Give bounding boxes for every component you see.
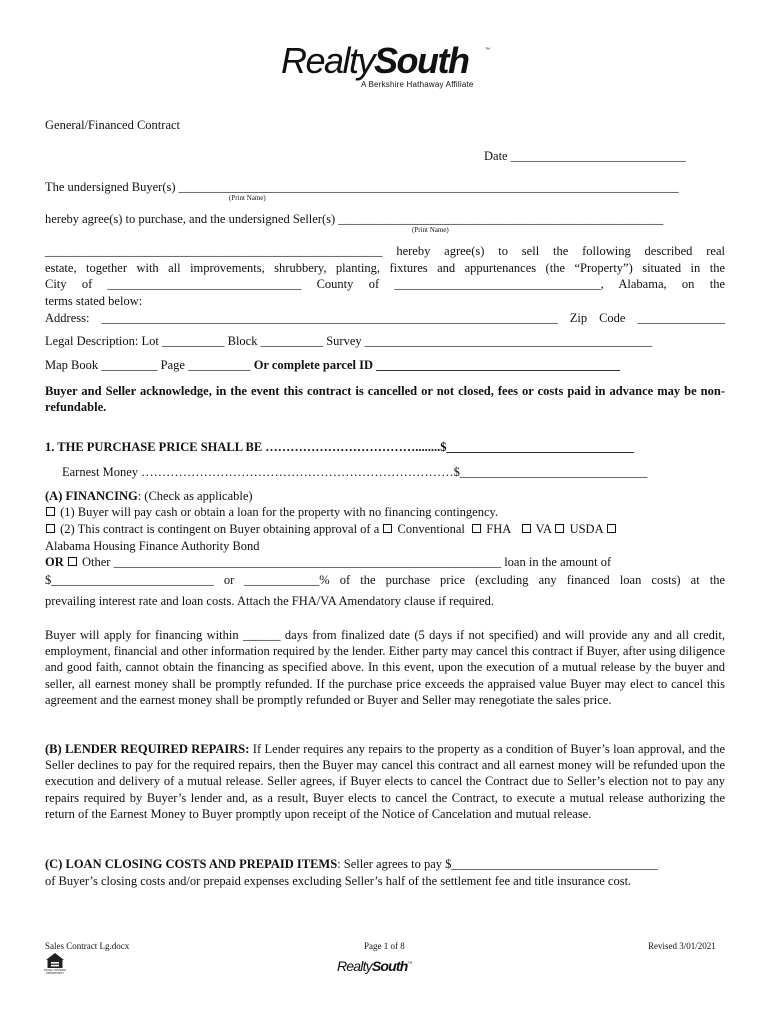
date-line: Date ____________________________ bbox=[484, 149, 686, 163]
logo-affiliate-text: A Berkshire Hathaway Affiliate bbox=[361, 80, 474, 89]
footer-logo-tm: ™ bbox=[407, 961, 412, 967]
checkbox-va[interactable] bbox=[522, 524, 531, 533]
property-city-county-line: City of _______________________________ County of _________________________________, Alabama, on the bbox=[45, 277, 725, 291]
footer-logo-south: South bbox=[371, 958, 408, 974]
logo-south-text: South bbox=[374, 40, 469, 81]
lender-repairs-text: If Lender requires any repairs to the property as a condition of Buyer’s loan approval, and the Seller declines to pay for the required repairs, then the Buyer may cancel this contract and all earnest money will be refunded upon the execution and delivery of a mutual release. Seller agrees, if Buyer elects to cancel the Contract due to Seller’s election not to pay any repairs required by Buyer’s lender and, as a result, Buyer elects to cancel the Contract, to execute a mutual release authorizing the return of the Earnest Money to Buyer promptly upon receipt of the Notice of Cancelation and mutual release. bbox=[45, 742, 726, 821]
interest-rate-line: prevailing interest rate and loan costs. Attach the FHA/VA Amendatory clause if required. bbox=[45, 594, 494, 608]
footer-revised-date: Revised 3/01/2021 bbox=[648, 941, 716, 951]
conventional-label: Conventional bbox=[397, 522, 465, 536]
address-line: Address: _________________________________________________________________________ Zip Code ______________ bbox=[45, 311, 725, 325]
financing-heading bbox=[45, 488, 253, 504]
closing-costs-heading: (C) LOAN CLOSING COSTS AND PREPAID ITEMS bbox=[45, 857, 338, 871]
lender-repairs-heading: (B) LENDER REQUIRED REPAIRS: bbox=[45, 742, 250, 756]
map-book-line bbox=[45, 357, 620, 373]
acknowledgement-text: Buyer and Seller acknowledge, in the event this contract is cancelled or not closed, fees or costs paid in advance may be non-refundable. bbox=[45, 384, 725, 415]
va-label: VA bbox=[535, 522, 552, 536]
seller-name-line: hereby agree(s) to purchase, and the undersigned Seller(s) ____________________________________________________ bbox=[45, 212, 664, 226]
legal-description-line: Legal Description: Lot __________ Block __________ Survey ______________________________________________ bbox=[45, 334, 653, 348]
other-loan-text: Other ______________________________________________________________ loan in the amount of bbox=[82, 555, 612, 569]
seller-print-name-caption: (Print Name) bbox=[412, 226, 449, 234]
checkbox-conventional[interactable] bbox=[383, 524, 392, 533]
realtysouth-logo bbox=[281, 42, 491, 92]
footer-filename: Sales Contract Lg.docx bbox=[45, 941, 130, 951]
buyer-name-line: The undersigned Buyer(s) ________________________________________________________________________________ bbox=[45, 180, 679, 194]
earnest-money-line: Earnest Money …………………………………………………………………$______________________________ bbox=[62, 465, 648, 479]
map-or: Or bbox=[253, 358, 269, 372]
usda-label: USDA bbox=[569, 522, 603, 536]
checkbox-other[interactable] bbox=[68, 557, 77, 566]
equal-housing-icon bbox=[44, 952, 66, 978]
financing-heading-label: (A) FINANCING bbox=[45, 489, 138, 503]
financing-other-line bbox=[45, 554, 725, 570]
purchase-price-line: 1. THE PURCHASE PRICE SHALL BE ………………………………........$______________________________ bbox=[45, 440, 635, 454]
checkbox-ahfa[interactable] bbox=[607, 524, 616, 533]
financing-heading-note: : (Check as applicable) bbox=[137, 489, 253, 503]
loan-amount-line: $__________________________ or ____________% of the purchase price (excluding any financed loan costs) at the bbox=[45, 573, 725, 587]
financing-option-2 bbox=[45, 521, 618, 537]
equal-housing-text: EQUAL HOUSING OPPORTUNITY bbox=[44, 969, 66, 975]
footer-page-number: Page 1 of 8 bbox=[364, 941, 405, 951]
parcel-id: complete parcel ID _______________________________________ bbox=[268, 358, 620, 372]
map-book-page: Map Book _________ Page __________ bbox=[45, 358, 254, 372]
checkbox-contingent[interactable] bbox=[46, 524, 55, 533]
financing-option-1 bbox=[45, 504, 498, 520]
footer-logo bbox=[337, 958, 412, 974]
financing-option-1-text: (1) Buyer will pay cash or obtain a loan for the property with no financing contingency. bbox=[60, 505, 499, 519]
buyer-print-name-caption: (Print Name) bbox=[229, 194, 266, 202]
checkbox-cash[interactable] bbox=[46, 507, 55, 516]
property-line-1: ______________________________________________________ hereby agree(s) to sell the following described real bbox=[45, 244, 725, 258]
lender-repairs-paragraph bbox=[45, 741, 725, 822]
ahfa-label: Alabama Housing Finance Authority Bond bbox=[45, 539, 260, 553]
closing-costs-amount: : Seller agrees to pay $_________________________________ bbox=[337, 857, 658, 871]
closing-costs-line bbox=[45, 856, 658, 872]
closing-costs-detail: of Buyer’s closing costs and/or prepaid expenses excluding Seller’s half of the settlement fee and title insurance cost. bbox=[45, 874, 632, 888]
footer-logo-realty: Realty bbox=[337, 958, 372, 974]
financing-option-2-text: (2) This contract is contingent on Buyer obtaining approval of a bbox=[60, 522, 380, 536]
document-title: General/Financed Contract bbox=[45, 118, 181, 132]
logo-trademark: ™ bbox=[485, 47, 490, 53]
property-line-2: estate, together with all improvements, shrubbery, planting, fixtures and appurtenances (the “Property”) situated in the bbox=[45, 261, 725, 275]
property-terms-line: terms stated below: bbox=[45, 294, 143, 308]
checkbox-fha[interactable] bbox=[472, 524, 481, 533]
logo-realty-text: Realty bbox=[281, 40, 375, 81]
checkbox-usda[interactable] bbox=[555, 524, 564, 533]
fha-label: FHA bbox=[486, 522, 512, 536]
financing-application-paragraph: Buyer will apply for financing within ______ days from finalized date (5 days if not specified) and will provide any and all credit, employment, financial and other information required by the lender. Either party may cancel this contract if Buyer, after using diligence and good faith, cannot obtain the financing as specified above. In this event, upon the execution of a mutual release by the buyer and seller, all earnest money shall be promptly refunded. If the purchase price exceeds the appraised value Buyer may elect to cancel this agreement and the earnest money shall be promptly refunded or Buyer and Seller may renegotiate the sales price. bbox=[45, 628, 725, 707]
or-label: OR bbox=[45, 555, 64, 569]
